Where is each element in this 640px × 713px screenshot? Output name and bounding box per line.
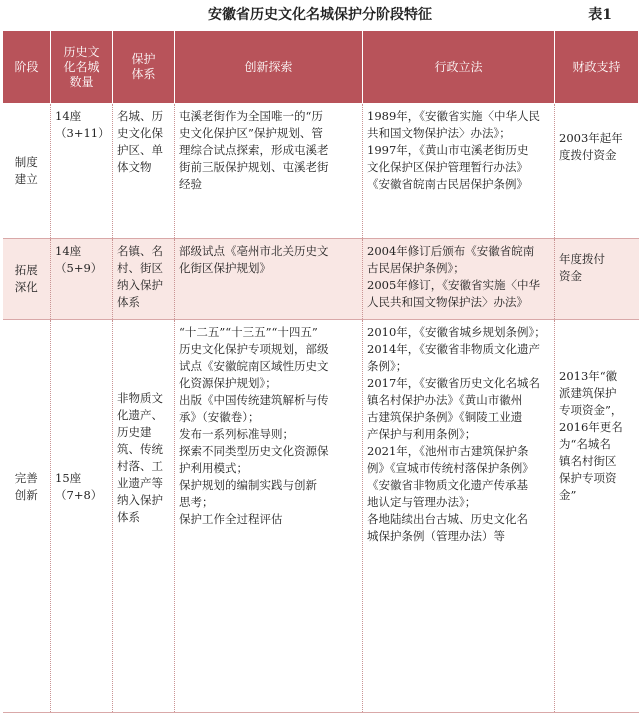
header-stage: 阶段	[3, 31, 51, 104]
header-policy: 行政立法	[363, 31, 555, 104]
policy-cell: 2010年，《安徽省城乡规划条例》； 2014年，《安徽省非物质文化遗产 条例》； 2017年，《安徽省历史文化名城名 镇名村保护办法》《黄山市徽州 古建筑保护条例》《铜陵工业遗 产保护与利用条例》； 2021年，《池州市古建筑保护条 例》《宣城市传统村落保护条例》 《安徽省非物质文化遗产传承基 地认定与管理办法》； 各地陆续出台古城、历史文化名 城保护条例（管理办法）等	[363, 320, 555, 713]
innovation-cell: “十二五”“十三五”“十四五” 历史文化保护专项规划，部级 试点《安徽皖南区域性历史文 化资源保护规划》； 出版《中国传统建筑解析与传 承》（安徽卷）； 发布一系列标准导则； 探索不同类型历史文化资源保 护利用模式； 保护规划的编制实践与创新 思考； 保护工作全过程评估	[175, 320, 363, 713]
system-cell: 名镇、名 村、街区 纳入保护 体系	[113, 239, 175, 320]
table-row	[3, 320, 639, 713]
innovation-cell: 屯溪老街作为全国唯一的“历 史文化保护区”保护规划、管 理综合试点探索，形成屯溪老 街前三版保护规划、屯溪老街 经验	[175, 104, 363, 239]
header-system: 保护 体系	[113, 31, 175, 104]
stage-cell: 制度 建立	[3, 104, 51, 239]
stage-cell: 拓展 深化	[3, 239, 51, 320]
policy-cell: 1989年，《安徽省实施〈中华人民 共和国文物保护法〉办法》； 1997年，《黄山市屯溪老街历史 文化保护区保护管理暂行办法》 《安徽省皖南古民居保护条例》	[363, 104, 555, 239]
stage-cell: 完善 创新	[3, 320, 51, 713]
innovation-cell: 部级试点《亳州市北关历史文 化街区保护规划》	[175, 239, 363, 320]
system-cell: 名城、历 史文化保 护区、单 体文物	[113, 104, 175, 239]
header-innovation: 创新探索	[175, 31, 363, 104]
count-cell: 15座 （7+8）	[51, 320, 113, 713]
header-row	[3, 31, 639, 104]
table-row	[3, 104, 639, 239]
header-finance: 财政支持	[555, 31, 639, 104]
system-cell: 非物质文 化遗产、 历史建 筑、传统 村落、工 业遗产等 纳入保护 体系	[113, 320, 175, 713]
finance-cell: 2013年“徽 派建筑保护 专项资金”， 2016年更名 为“名城名 镇名村街区 保护专项资 金”	[555, 320, 639, 713]
stage-table	[2, 30, 639, 713]
table-number: 表1	[588, 7, 612, 23]
table-row	[3, 239, 639, 320]
finance-cell: 2003年起年 度拨付资金	[555, 104, 639, 239]
header-count: 历史文 化名城 数量	[51, 31, 113, 104]
count-cell: 14座 （5+9）	[51, 239, 113, 320]
table-title: 安徽省历史文化名城保护分阶段特征	[208, 7, 432, 23]
finance-cell: 年度拨付 资金	[555, 239, 639, 320]
policy-cell: 2004年修订后颁布《安徽省皖南 古民居保护条例》； 2005年修订，《安徽省实施〈中华 人民共和国文物保护法〉办法》	[363, 239, 555, 320]
count-cell: 14座 （3+11）	[51, 104, 113, 239]
